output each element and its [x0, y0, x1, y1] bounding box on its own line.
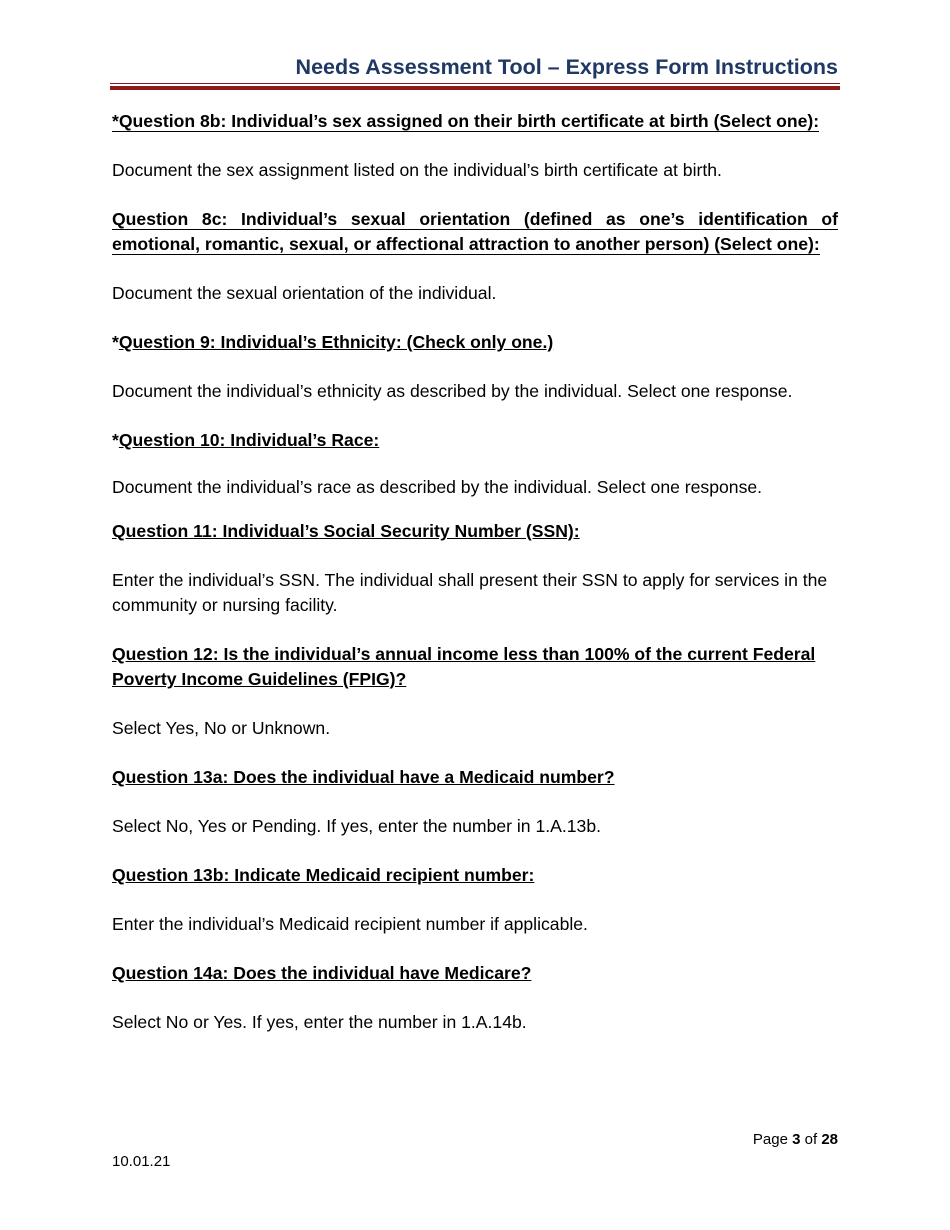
header-rule-thin — [110, 83, 840, 84]
required-marker: * — [112, 430, 119, 450]
page-number: Page 3 of 28 — [752, 1131, 838, 1148]
question-8b-heading: *Question 8b: Individual’s sex assigned on their birth certificate at birth (Select one): — [112, 111, 820, 131]
required-marker: * — [112, 332, 119, 352]
question-10-body: Document the individual’s race as described by the individual. Select one response. — [112, 477, 763, 497]
question-8b-body: Document the sex assignment listed on the individual’s birth certificate at birth. — [112, 160, 722, 180]
question-10-heading: *Question 10: Individual’s Race: — [112, 430, 380, 450]
question-8c-heading: Question 8c: Individual’s sexual orientation (defined as one’s identification of emotional, romantic, sexual, or affectional attraction to another person) (Select one): — [112, 209, 838, 254]
question-8c-body: Document the sexual orientation of the individual. — [112, 283, 497, 303]
question-13b-body: Enter the individual’s Medicaid recipient number if applicable. — [112, 914, 588, 934]
question-12-body: Select Yes, No or Unknown. — [112, 718, 331, 738]
question-13a-heading: Question 13a: Does the individual have a Medicaid number? — [112, 767, 615, 787]
question-13a-body: Select No, Yes or Pending. If yes, enter the number in 1.A.13b. — [112, 816, 602, 836]
question-12-heading: Question 12: Is the individual’s annual income less than 100% of the current Federal Poverty Income Guidelines (FPIG)? — [112, 644, 816, 689]
question-14a-body: Select No or Yes. If yes, enter the number in 1.A.14b. — [112, 1012, 527, 1032]
question-9-heading: *Question 9: Individual’s Ethnicity: (Check only one.) — [112, 332, 554, 352]
question-13b-heading: Question 13b: Indicate Medicaid recipient number: — [112, 865, 535, 885]
question-9-body: Document the individual’s ethnicity as described by the individual. Select one response. — [112, 381, 793, 401]
question-11-heading: Question 11: Individual’s Social Security Number (SSN): — [112, 521, 580, 541]
header-rule-thick — [110, 86, 840, 90]
document-body — [112, 109, 838, 1059]
document-header-title: Needs Assessment Tool – Express Form Instructions — [295, 55, 838, 79]
question-14a-heading: Question 14a: Does the individual have Medicare? — [112, 963, 532, 983]
revision-date: 10.01.21 — [112, 1153, 171, 1170]
question-11-body: Enter the individual’s SSN. The individual shall present their SSN to apply for services in the community or nursing facility. — [112, 570, 828, 615]
